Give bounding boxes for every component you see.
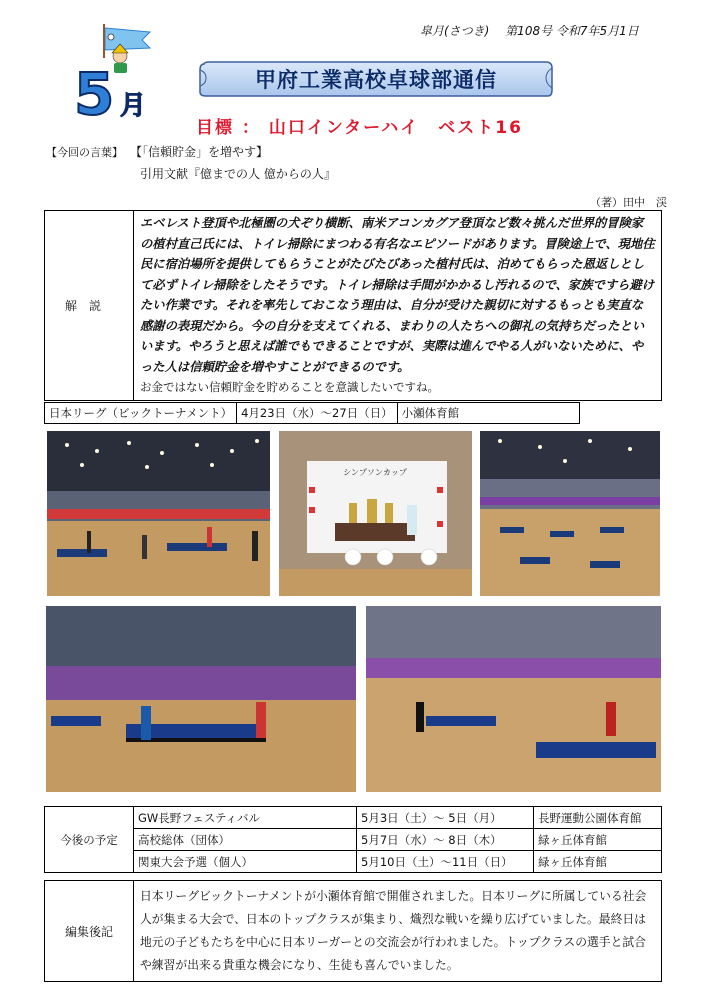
author-credit: （著）田中 渓 [590,196,667,209]
may-logo-icon [70,18,160,118]
event-venue: 緑ヶ丘体育館 [534,829,662,851]
editor-note-box [44,880,662,982]
explanation-box [44,210,662,401]
event-venue: 緑ヶ丘体育館 [534,851,662,873]
league-info-table [44,402,580,424]
svg-text:月: 月 [120,91,147,118]
editor-label: 編集後記 [45,881,134,982]
event-name: 関東大会予選（個人） [134,851,357,873]
event-name: 高校総体（団体） [134,829,357,851]
photo-players-tables [366,606,661,792]
photo-match-play [46,606,356,792]
photo-hall-matches [47,431,270,596]
photo-trophies [279,431,472,596]
explanation-text-plain: お金ではない信頼貯金を貯めることを意識したいですね。 [140,380,439,394]
league-date: 4月23日（水）～27日（日） [237,403,398,424]
editor-body: 日本リーグビックトーナメントが小瀬体育館で開催されました。日本リーグに所属している社会人が集まる大会で、日本のトップクラスが集まり、熾烈な戦いを繰り広げていました。最終日は地元の子どもたちを中心に日本リーガーとの交流会が行われました。トップクラスの選手と試合や練習が出来る貴重な機会になり、生徒も喜んでいました。 [134,881,662,982]
trophy-sign-text: シンプソンカップ [343,468,407,477]
event-date: 5月10日（土）～11日（日） [357,851,534,873]
event-date: 5月3日（土）～ 5日（月） [357,807,534,829]
explanation-label: 解説 [45,211,134,401]
future-label: 今後の予定 [45,807,134,873]
newsletter-title: 甲府工業高校卓球部通信 [255,68,497,92]
team-goal: 目標 ： 山口インターハイ ベスト16 [196,118,523,138]
event-date: 5月7日（水）～ 8日（木） [357,829,534,851]
explanation-text-bold: エベレスト登頂や北極圏の犬ぞり横断、南米アコンカグア登頂など数々挑んだ世界的冒険家の植村直己氏には、トイレ掃除にまつわる有名なエピソードがあります。冒険途上で、現地住民に宿泊場所を提供してもらうことがたびたびあった植村氏は、泊めてもらった恩返しとして必ずトイレ掃除をしたそうです。トイレ掃除は手間がかかるし汚れるので、家族ですら避けたい作業です。それを率先しておこなう理由は、自分が受けた親切に対するもっとも実直な感謝の表現だから。今の自分を支えてくれる、まわりの人たちへの御礼の気持ちだったといいます。やろうと思えば誰でもできることですが、実際は進んでやる人がいないために、やった人は信頼貯金を増やすことができるのです。 [140,216,655,374]
svg-text:5: 5 [74,60,115,118]
future-schedule-table [44,806,662,873]
event-venue: 長野運動公園体育館 [534,807,662,829]
explanation-body [134,211,662,401]
issue-info: 皐月(さつき) 第108号 令和7年5月1日 [420,24,639,38]
league-venue: 小瀬体育館 [397,403,579,424]
league-name: 日本リーグ（ビックトーナメント） [45,403,237,424]
event-name: GW長野フェスティバル [134,807,357,829]
words-title: 【「信頼貯金」を増やす】 [130,145,269,159]
words-label: 【今回の言葉】 [46,146,123,159]
photo-hall-wide [480,431,660,596]
words-source: 引用文献『億までの人 億からの人』 [140,167,336,181]
